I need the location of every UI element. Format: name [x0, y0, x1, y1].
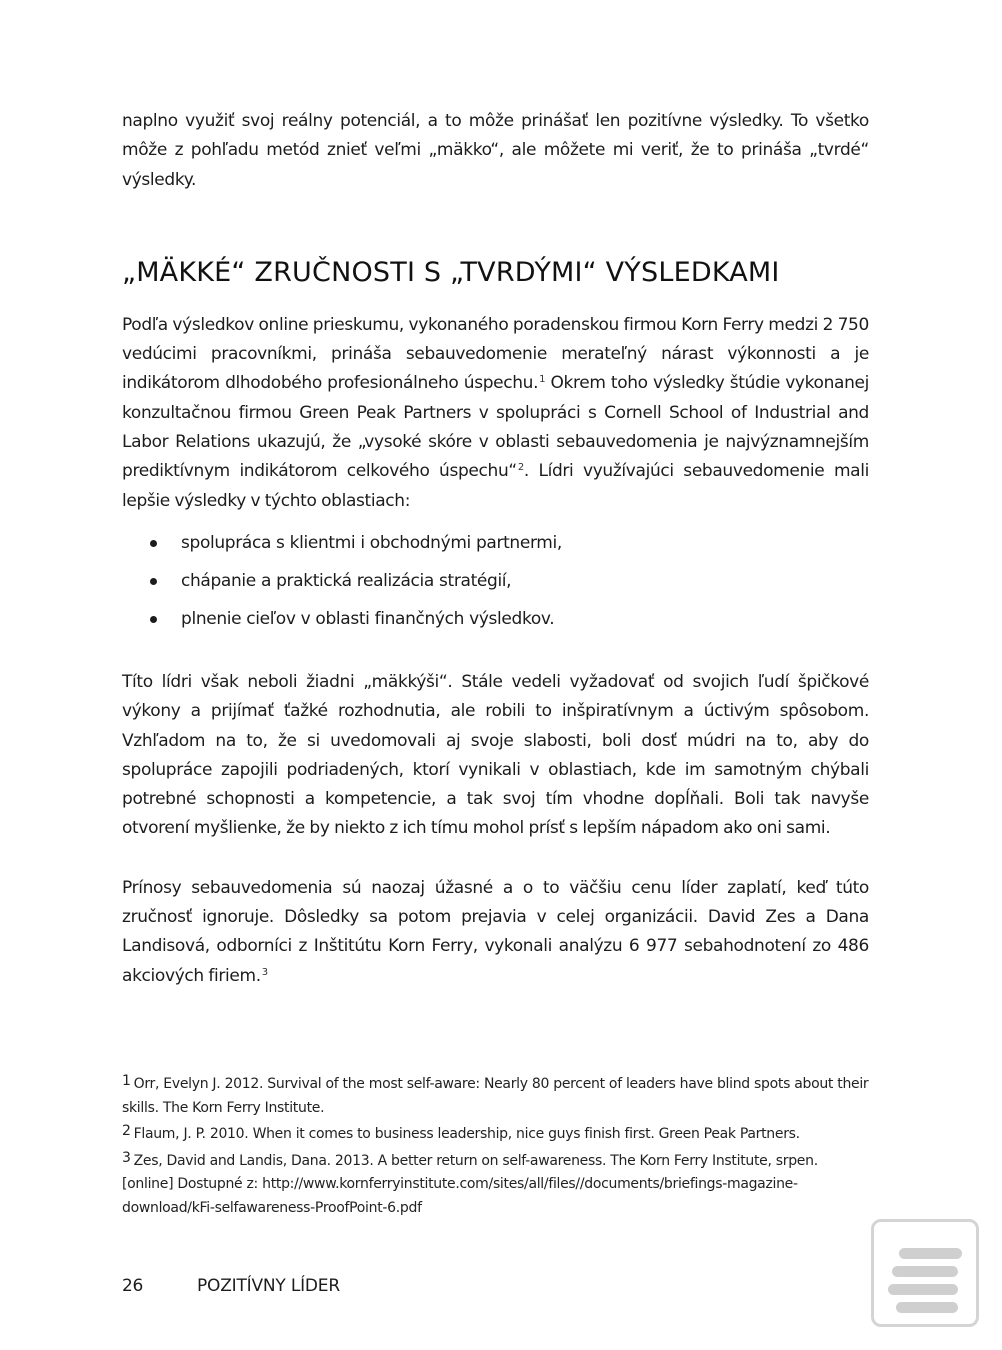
- book-spine-2: [892, 1266, 958, 1277]
- page-footer: [122, 1274, 340, 1298]
- book-spine-1: [899, 1248, 962, 1259]
- survey-text-a: Podľa výsledkov online prieskumu, vykonaného poradenskou firmou Korn Ferry medzi 2 750 vedúcimi pracovníkmi, prináša sebauvedomenie merateľný nárast výkonnosti a je indikátorom dlhodobého profesionálneho úspechu.: [122, 314, 869, 394]
- list-item: [122, 524, 869, 562]
- footnote-text: Zes, David and Landis, Dana. 2013. A better return on self-awareness. The Korn Ferry Institute, srpen. [online] Dostupné z: http://www.kornferryinstitute.com/sites/all/files//documents/briefings-magazine-download/kFi-selfawareness-ProofPoint-6.pdf: [122, 1152, 818, 1216]
- list-item-text: spolupráca s klientmi i obchodnými partnermi,: [181, 532, 562, 553]
- intro-paragraph: naplno využiť svoj reálny potenciál, a to môže prinášať len pozitívne výsledky. To všetko môže z pohľadu metód znieť veľmi „mäkko“, ale môžete mi veriť, že to prináša „tvrdé“ výsledky.: [122, 111, 869, 190]
- book-title: POZITÍVNY LÍDER: [197, 1276, 340, 1296]
- bullet-icon: [150, 540, 157, 547]
- survey-text-b: Okrem toho výsledky štúdie vykonanej konzultačnou firmou Green Peak Partners v spolupráci s Cornell School of Industrial and Labor Relations ukazujú, že „vysoké skóre v oblasti sebauvedomenia je najvýznamnejším prediktívnym indikátorom celkového úspechu“: [122, 373, 869, 482]
- list-item: [122, 562, 869, 600]
- footnote-ref-2[interactable]: 2: [517, 462, 524, 474]
- page-content: [122, 107, 869, 991]
- benefits-list: [122, 524, 869, 638]
- list-item-text: chápanie a praktická realizácia stratégií,: [181, 570, 512, 591]
- book-spine-3: [888, 1284, 958, 1295]
- leaders-paragraph: Títo lídri však neboli žiadni „mäkkýši“. Stále vedeli vyžadovať od svojich ľudí špičkové výkony a prijímať ťažké rozhodnutia, ale robili to inšpiratívnym a úctivým spôsobom. Vzhľadom na to, že si uvedomovali aj svoje slabosti, boli dosť múdri na to, aby do spolupráce zapojili podriadených, ktorí vynikali v oblastiach, kde im samotným chýbali potrebné schopnosti a kompetencie, a tak svoj tím vhodne dopĺňali. Boli tak navyše otvorení myšlienke, že by niekto z ich tímu mohol prísť s lepším nápadom ako oni sami.: [122, 671, 869, 839]
- bullet-icon: [150, 616, 157, 623]
- list-item: [122, 600, 869, 638]
- footnote-3: [122, 1147, 869, 1221]
- bullet-icon: [150, 578, 157, 585]
- book-spine-4: [896, 1302, 958, 1313]
- footnote-ref-1[interactable]: 1: [539, 374, 546, 386]
- survey-text-c: . Lídri využívajúci sebauvedomenie mali lepšie výsledky v týchto oblastiach:: [122, 461, 869, 511]
- footnote-number: 2: [122, 1123, 131, 1139]
- survey-paragraph: [122, 311, 869, 516]
- footnote-ref-3[interactable]: 3: [261, 966, 268, 978]
- list-item-text: plnenie cieľov v oblasti finančných výsledkov.: [181, 608, 555, 629]
- benefits-paragraph: [122, 874, 869, 991]
- footnote-number: 3: [122, 1149, 131, 1166]
- benefits-text: Prínosy sebauvedomenia sú naozaj úžasné a o to väčšiu cenu líder zaplatí, keď túto zručnosť ignoruje. Dôsledky sa potom prejavia v celej organizácii. David Zes a Dana Landisová, odborníci z Inštitútu Korn Ferry, vykonali analýzu 6 977 sebahodnotení zo 486 akciových firiem.: [122, 877, 869, 986]
- footnote-1: [122, 1070, 869, 1120]
- footnotes: [122, 1070, 869, 1220]
- book-stack-icon: [871, 1219, 979, 1327]
- footnote-text: Flaum, J. P. 2010. When it comes to business leadership, nice guys finish first. Green Peak Partners.: [133, 1126, 800, 1142]
- section-heading: „MÄKKÉ“ ZRUČNOSTI S „TVRDÝMI“ VÝSLEDKAMI: [122, 256, 780, 288]
- footnote-number: 1: [122, 1073, 131, 1089]
- footnote-text: Orr, Evelyn J. 2012. Survival of the most self-aware: Nearly 80 percent of leaders have blind spots about their skills. The Korn Ferry Institute.: [122, 1076, 869, 1116]
- footnote-2: [122, 1120, 869, 1147]
- page-number: 26: [122, 1276, 144, 1296]
